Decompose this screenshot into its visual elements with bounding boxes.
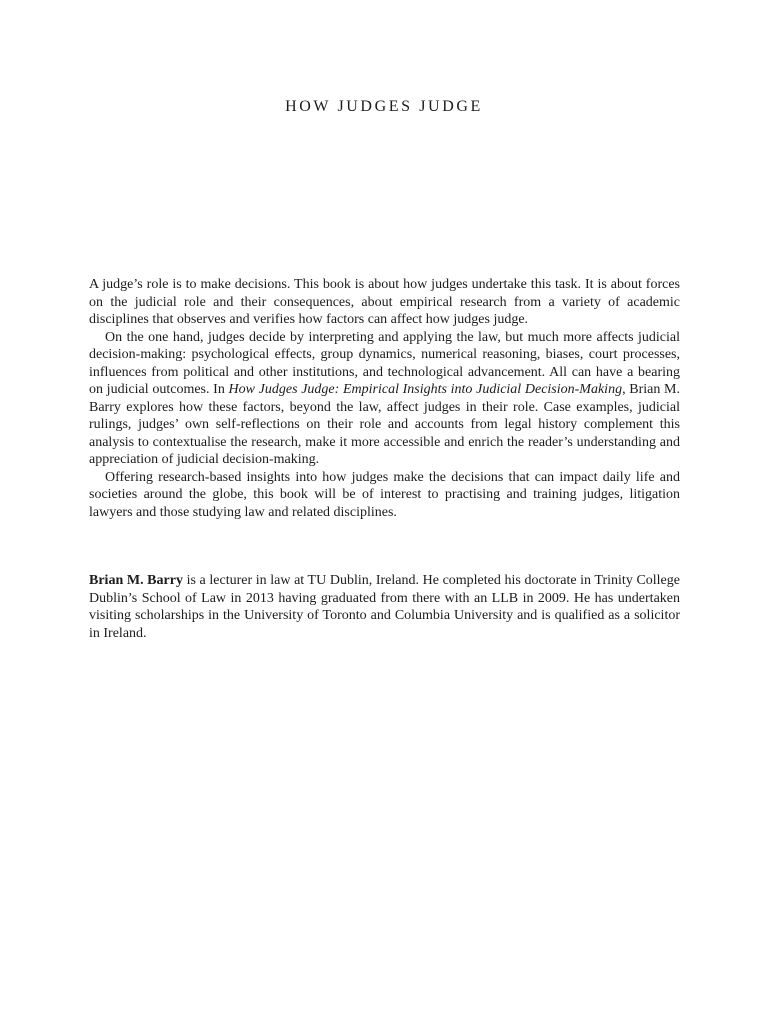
book-full-title: How Judges Judge: Empirical Insights into Judicial Decision-Making xyxy=(228,382,623,397)
description-paragraph-2-end: , Brian M. Barry explores how these factors, beyond the law, affect judges in their role. Case examples, judicial rulings, judges’ own self-reflections on their role and accounts from legal history complement this analysis to contextualise the research, make it more accessible and enrich the reader’s understanding and appreciation of judicial decision-making. xyxy=(89,382,680,467)
author-bio-text: is a lecturer in law at TU Dublin, Ireland. He completed his doctorate in Trinity College Dublin’s School of Law in 2013 having graduated from there with an LLB in 2009. He has undertaken visiting scholarships in the University of Toronto and Columbia University and is qualified as a solicitor in Ireland. xyxy=(89,573,680,641)
description-paragraph-2 xyxy=(89,329,680,469)
book-description xyxy=(89,276,680,521)
author-bio xyxy=(89,572,680,642)
description-paragraph-3: Offering research-based insights into how judges make the decisions that can impact daily life and societies around the globe, this book will be of interest to practising and training judges, litigation lawyers and those studying law and related disciplines. xyxy=(89,469,680,520)
book-title: HOW JUDGES JUDGE xyxy=(285,98,483,115)
description-paragraph-1: A judge’s role is to make decisions. This book is about how judges undertake this task. It is about forces on the judicial role and their consequences, about empirical research from a variety of academic disciplines that observes and verifies how factors can affect how judges judge. xyxy=(89,277,680,327)
author-name: Brian M. Barry xyxy=(89,573,183,588)
description-paragraph-2-start: On the one hand, judges decide by interpreting and applying the law, but much more affects judicial decision-making: psychological effects, group dynamics, numerical reasoning, biases, court processes, influences from political and other institutions, and technological advancement. All can have a bearing on judicial outcomes. In xyxy=(89,329,680,397)
